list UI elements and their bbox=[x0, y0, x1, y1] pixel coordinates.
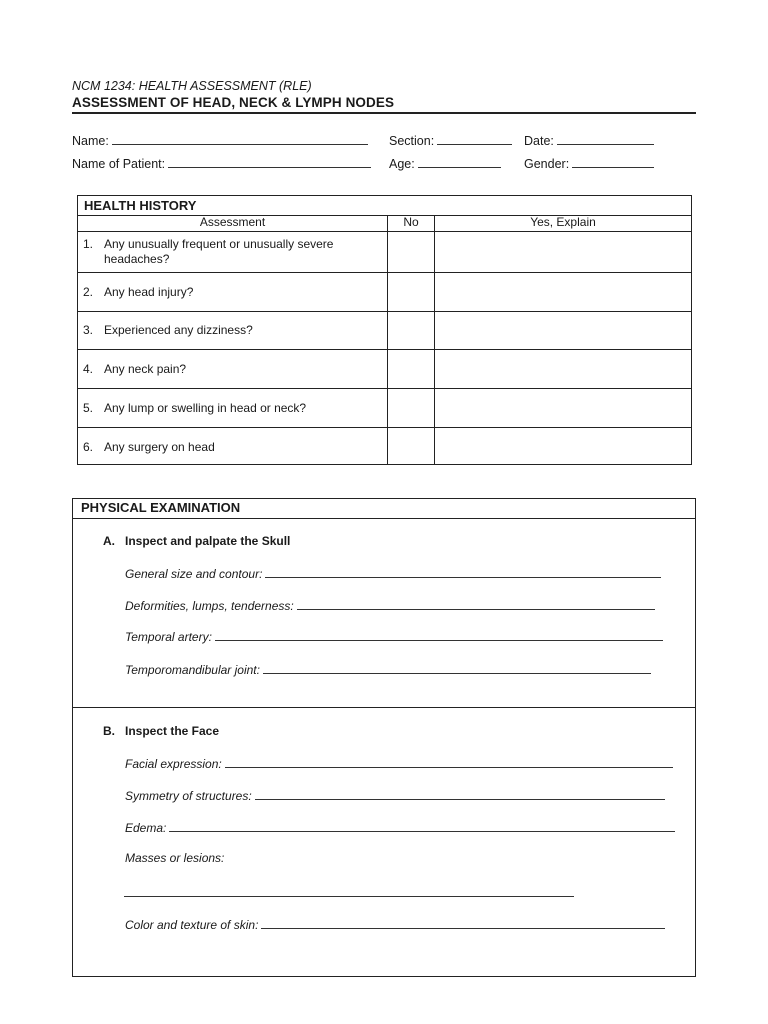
field-label: Color and texture of skin: bbox=[125, 918, 259, 932]
health-history-title: HEALTH HISTORY bbox=[84, 198, 197, 213]
field-input-line[interactable] bbox=[225, 756, 673, 768]
field-input-line[interactable] bbox=[215, 629, 663, 641]
section-a-letter: A. bbox=[103, 534, 115, 548]
date-field[interactable] bbox=[524, 132, 654, 148]
field-input-line[interactable] bbox=[169, 820, 675, 832]
field-input-line[interactable] bbox=[297, 598, 655, 610]
age-field[interactable] bbox=[389, 155, 501, 171]
section-b-letter: B. bbox=[103, 724, 115, 738]
row-divider bbox=[78, 272, 691, 273]
section-input-line[interactable] bbox=[437, 132, 512, 145]
patient-name-input-line[interactable] bbox=[168, 155, 371, 168]
field-label: Temporomandibular joint: bbox=[125, 663, 260, 677]
temporal-artery-field[interactable] bbox=[125, 629, 663, 644]
field-label: Deformities, lumps, tenderness: bbox=[125, 599, 294, 613]
column-header-assessment: Assessment bbox=[199, 215, 266, 229]
age-label: Age: bbox=[389, 157, 415, 171]
field-label: General size and contour: bbox=[125, 567, 263, 581]
section-b-title: Inspect the Face bbox=[125, 724, 220, 738]
section-a-title: Inspect and palpate the Skull bbox=[125, 534, 291, 548]
skull-size-field[interactable] bbox=[125, 566, 661, 581]
skull-deformities-field[interactable] bbox=[125, 598, 655, 613]
row-number: 3. bbox=[83, 323, 94, 337]
question-text: Any head injury? bbox=[104, 285, 194, 299]
physical-exam-title: PHYSICAL EXAMINATION bbox=[81, 500, 241, 515]
row-number: 5. bbox=[83, 401, 94, 415]
physical-exam-box bbox=[72, 498, 696, 977]
name-field[interactable] bbox=[72, 132, 368, 148]
row-divider bbox=[78, 349, 691, 350]
row-number: 4. bbox=[83, 362, 94, 376]
row-number: 2. bbox=[83, 285, 94, 299]
field-label: Symmetry of structures: bbox=[125, 789, 252, 803]
field-input-line[interactable] bbox=[265, 566, 661, 578]
section-label: Section: bbox=[389, 134, 435, 148]
table-divider bbox=[78, 231, 691, 232]
question-text: Any neck pain? bbox=[104, 362, 187, 376]
section-field[interactable] bbox=[389, 132, 512, 148]
edema-field[interactable] bbox=[125, 820, 675, 835]
age-input-line[interactable] bbox=[418, 155, 501, 168]
date-label: Date: bbox=[524, 134, 554, 148]
masses-lesions-input-line[interactable] bbox=[124, 896, 574, 897]
facial-expression-field[interactable] bbox=[125, 756, 673, 771]
gender-input-line[interactable] bbox=[572, 155, 654, 168]
field-label: Temporal artery: bbox=[125, 630, 212, 644]
question-text: Experienced any dizziness? bbox=[104, 323, 253, 337]
row-number: 1. bbox=[83, 237, 94, 251]
masses-lesions-field[interactable] bbox=[125, 851, 224, 865]
row-divider bbox=[78, 388, 691, 389]
question-text: Any surgery on head bbox=[104, 440, 215, 454]
gender-field[interactable] bbox=[524, 155, 654, 171]
question-text: Any unusually frequent or unusually severe headaches? bbox=[104, 237, 334, 266]
field-input-line[interactable] bbox=[261, 917, 665, 929]
column-header-yes-explain: Yes, Explain bbox=[530, 215, 596, 229]
health-history-table bbox=[77, 195, 692, 465]
name-input-line[interactable] bbox=[112, 132, 368, 145]
question-text: Any lump or swelling in head or neck? bbox=[104, 401, 307, 415]
section-divider bbox=[73, 518, 695, 519]
patient-name-field[interactable] bbox=[72, 155, 371, 171]
date-input-line[interactable] bbox=[557, 132, 654, 145]
title-divider bbox=[72, 112, 696, 114]
field-label: Facial expression: bbox=[125, 757, 222, 771]
page-title: ASSESSMENT OF HEAD, NECK & LYMPH NODES bbox=[72, 95, 395, 110]
tmj-field[interactable] bbox=[125, 662, 651, 677]
course-title: NCM 1234: HEALTH ASSESSMENT (RLE) bbox=[72, 79, 312, 93]
column-header-no: No bbox=[403, 215, 419, 229]
field-label: Edema: bbox=[125, 821, 167, 835]
symmetry-field[interactable] bbox=[125, 788, 665, 803]
field-input-line[interactable] bbox=[263, 662, 651, 674]
field-label: Masses or lesions: bbox=[125, 851, 225, 865]
name-label: Name: bbox=[72, 134, 109, 148]
field-input-line[interactable] bbox=[255, 788, 665, 800]
gender-label: Gender: bbox=[524, 157, 570, 171]
row-divider bbox=[78, 427, 691, 428]
section-divider bbox=[73, 707, 695, 708]
patient-name-label: Name of Patient: bbox=[72, 157, 166, 171]
skin-color-texture-field[interactable] bbox=[125, 917, 665, 932]
row-divider bbox=[78, 311, 691, 312]
row-number: 6. bbox=[83, 440, 94, 454]
